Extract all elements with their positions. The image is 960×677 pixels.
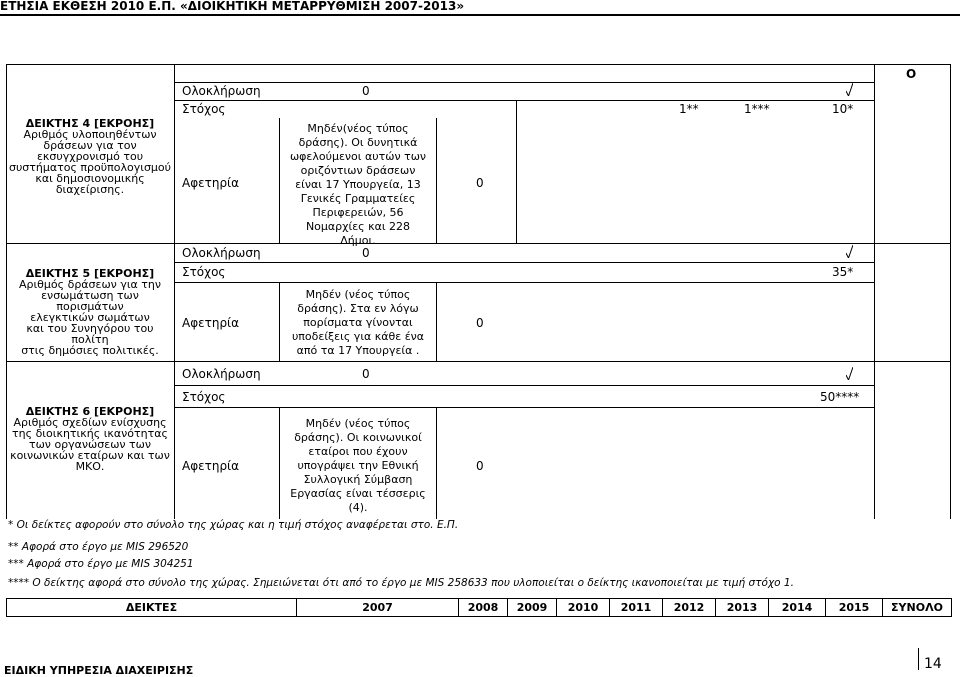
- footnote-3: *** Αφορά στο έργο με MIS 304251: [8, 558, 194, 570]
- footnote-4: **** Ο δείκτης αφορά στο σύνολο της χώρας. Σημειώνεται ότι από το έργο με MIS 258633 που υλοποιείται ο δείκτης ικανοποιείται με τιμή στόχο 1.: [8, 577, 794, 589]
- indicator-6-label: ΔΕΙΚΤΗΣ 6 [ΕΚΡΟΗΣ] Αριθμός σχεδίων ενίσχυσης της διοικητικής ικανότητας των οργανώσεων των κοινωνικών εταίρων και των ΜΚΟ.: [10, 405, 170, 473]
- check-icon: [846, 83, 853, 96]
- corner-marker: Ο: [906, 67, 917, 81]
- year-2007: 2007: [296, 599, 458, 616]
- target-value: 35*: [832, 265, 854, 279]
- baseline-value: 0: [476, 459, 484, 473]
- year-2014: 2014: [768, 599, 825, 616]
- check-icon: [846, 367, 853, 380]
- completion-value: 0: [362, 84, 370, 98]
- year-2015: 2015: [825, 599, 882, 616]
- baseline-label: Αφετηρία: [182, 316, 240, 330]
- check-icon: [846, 245, 853, 258]
- year-2011: 2011: [609, 599, 662, 616]
- page-header: ΕΤΗΣΙΑ ΕΚΘΕΣΗ 2010 Ε.Π. «ΔΙΟΙΚΗΤΙΚΗ ΜΕΤΑΡΡΥΘΜΙΣΗ 2007-2013»: [0, 0, 465, 13]
- year-2012: 2012: [662, 599, 715, 616]
- year-2009: 2009: [507, 599, 556, 616]
- baseline-label: Αφετηρία: [182, 459, 240, 473]
- year-2008: 2008: [458, 599, 507, 616]
- completion-value: 0: [362, 246, 370, 260]
- years-table-header: [6, 598, 952, 617]
- target-value-3: 10*: [832, 102, 854, 116]
- total-header: ΣΥΝΟΛΟ: [882, 599, 951, 616]
- completion-label: Ολοκλήρωση: [182, 84, 261, 98]
- indicator-4-label: ΔΕΙΚΤΗΣ 4 [ΕΚΡΟΗΣ] Αριθμός υλοποιηθέντων δράσεων για τον εκσυγχρονισμό του συστήματος προϋπολογισμού και δημοσιονομικής διαχείρισης.: [8, 117, 172, 196]
- footnote-2: ** Αφορά στο έργο με MIS 296520: [8, 541, 189, 553]
- target-label: Στόχος: [182, 265, 226, 279]
- footer-service: ΕΙΔΙΚΗ ΥΠΗΡΕΣΙΑ ΔΙΑΧΕΙΡΙΣΗΣ: [4, 664, 194, 677]
- page-number: 14: [924, 656, 942, 672]
- target-value: 50****: [820, 390, 860, 404]
- year-2010: 2010: [556, 599, 609, 616]
- completion-label: Ολοκλήρωση: [182, 246, 261, 260]
- indicators-header: ΔΕΙΚΤΕΣ: [125, 601, 178, 614]
- page-divider: [918, 648, 919, 670]
- year-2013: 2013: [715, 599, 768, 616]
- baseline-description: Μηδέν (νέος τύπος δράσης). Οι κοινωνικοί εταίροι που έχουν υπογράψει την Εθνική Συλλογική Σύμβαση Εργασίας είναι τέσσερις (4).: [290, 417, 426, 514]
- footnote-1: * Οι δείκτες αφορούν στο σύνολο της χώρας και η τιμή στόχος αναφέρεται στο. Ε.Π.: [8, 519, 459, 531]
- target-value-2: 1***: [744, 102, 770, 116]
- indicator-5-label: ΔΕΙΚΤΗΣ 5 [ΕΚΡΟΗΣ] Αριθμός δράσεων για την ενσωμάτωση των πορισμάτων ελεγκτικών σωμάτων και του Συνηγόρου του πολίτη στις δημόσιες πολιτικές.: [18, 267, 162, 357]
- baseline-label: Αφετηρία: [182, 176, 240, 190]
- baseline-description: Μηδέν (νέος τύπος δράσης). Στα εν λόγω πορίσματα γίνονται υποδείξεις για κάθε ένα από τα 17 Υπουργεία .: [291, 288, 425, 357]
- target-label: Στόχος: [182, 390, 226, 404]
- header-rule: [0, 14, 960, 16]
- baseline-value: 0: [476, 316, 484, 330]
- baseline-value: 0: [476, 176, 484, 190]
- target-value-1: 1**: [679, 102, 699, 116]
- target-label: Στόχος: [182, 102, 226, 116]
- completion-label: Ολοκλήρωση: [182, 367, 261, 381]
- baseline-description: Μηδέν(νέος τύπος δράσης). Οι δυνητικά ωφελούμενοι αυτών των οριζόντιων δράσεων είναι 17 Υπουργεία, 13 Γενικές Γραμματείες Περιφερειών, 56 Νομαρχίες και 228 Δήμοι.: [289, 122, 427, 247]
- completion-value: 0: [362, 367, 370, 381]
